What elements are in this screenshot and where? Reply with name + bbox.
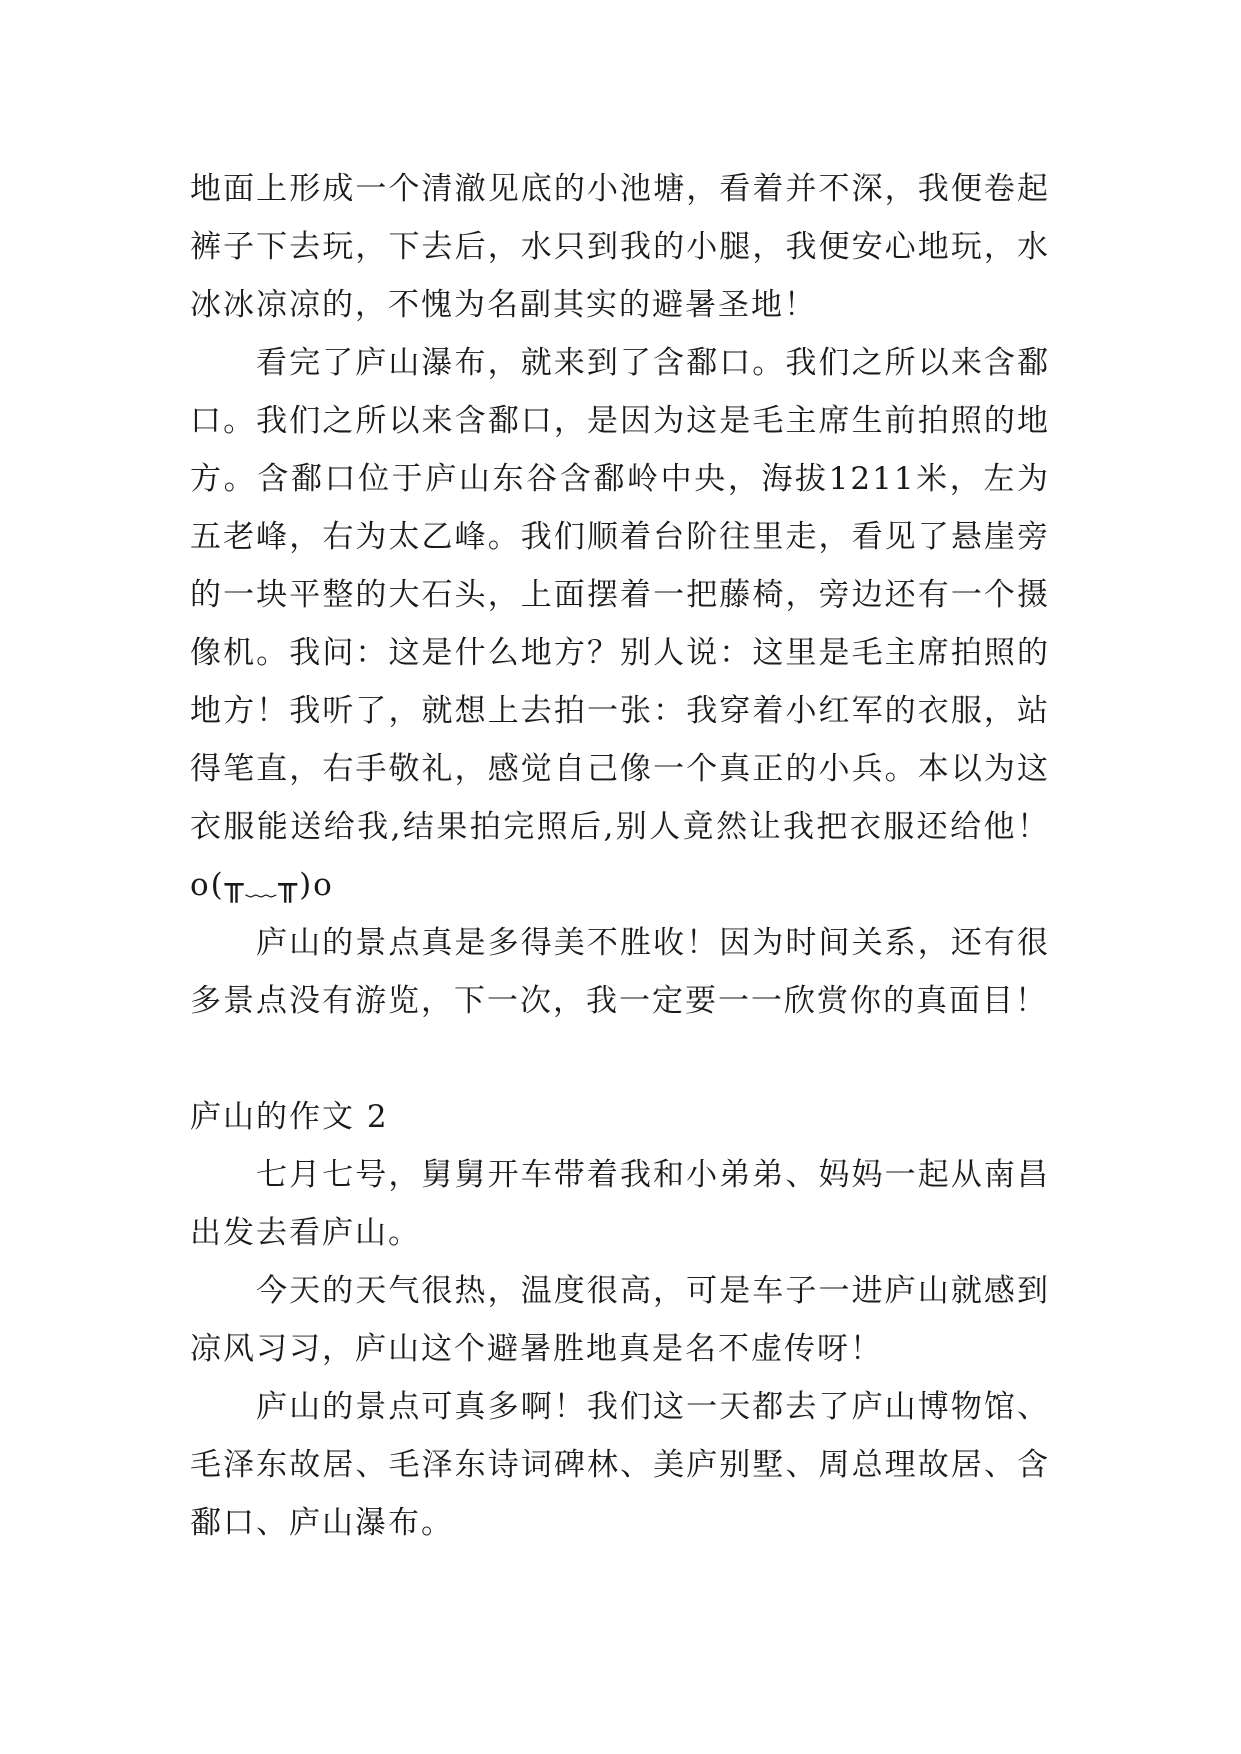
paragraph-departure: 七月七号，舅舅开车带着我和小弟弟、妈妈一起从南昌出发去看庐山。 (190, 1157, 1050, 1251)
paragraph-hanpokou: 看完了庐山瀑布，就来到了含鄱口。我们之所以来含鄱口。我们之所以来含鄱口，是因为这是毛主席生前拍照的地方。含鄱口位于庐山东谷含鄱岭中央，海拔1211米，左为五老峰，右为太乙峰。我们顺着台阶往里走，看见了悬崖旁的一块平整的大石头，上面摆着一把藤椅，旁边还有一个摄像机。我问：这是什么地方？别人说：这里是毛主席拍照的地方！我听了，就想上去拍一张：我穿着小红军的衣服，站得笔直，右手敬礼，感觉自己像一个真正的小兵。本以为这衣服能送给我,结果拍完照后,别人竟然让我把衣服还给他！o(╥﹏╥)o (190, 345, 1050, 903)
paragraph-scenery: 庐山的景点真是多得美不胜收！因为时间关系，还有很多景点没有游览，下一次，我一定要一一欣赏你的真面目！ (190, 925, 1050, 1019)
section-title: 庐山的作文 2 (190, 1099, 389, 1135)
document-body (190, 160, 1050, 1552)
section-spacer (190, 1030, 1050, 1088)
paragraph-weather: 今天的天气很热，温度很高，可是车子一进庐山就感到凉风习习，庐山这个避暑胜地真是名不虚传呀！ (190, 1273, 1050, 1367)
paragraph-pool: 地面上形成一个清澈见底的小池塘，看着并不深，我便卷起裤子下去玩，下去后，水只到我的小腿，我便安心地玩，水冰冰凉凉的，不愧为名副其实的避暑圣地！ (190, 171, 1050, 323)
paragraph-attractions: 庐山的景点可真多啊！我们这一天都去了庐山博物馆、毛泽东故居、毛泽东诗词碑林、美庐别墅、周总理故居、含鄱口、庐山瀑布。 (190, 1389, 1050, 1541)
